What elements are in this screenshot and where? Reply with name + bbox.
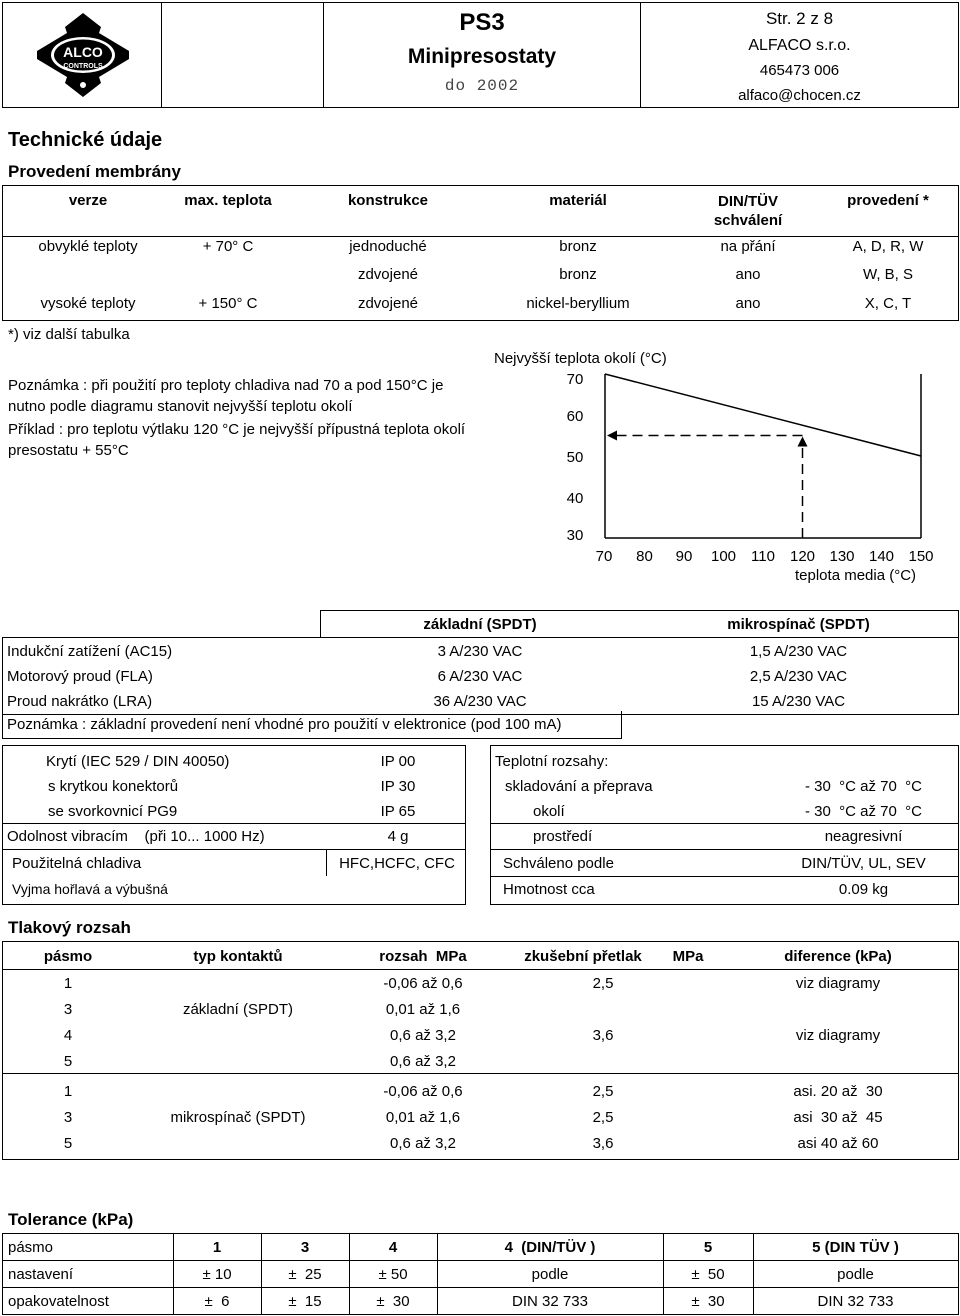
cell: DIN 32 733	[817, 1293, 894, 1310]
cell: 2,5	[592, 1109, 614, 1126]
cell: asi. 20 až 30	[793, 1083, 883, 1100]
cell: okolí	[533, 803, 565, 820]
x-tick-label: 120	[789, 548, 816, 565]
cell: -0,06 až 0,6	[383, 975, 463, 992]
x-tick-label: 100	[710, 548, 737, 565]
range-cell: 5	[63, 1053, 73, 1070]
x-tick-label: 140	[868, 548, 895, 565]
cell: ± 15	[288, 1293, 322, 1310]
membrane-table	[2, 185, 959, 321]
cell: IP 30	[380, 778, 416, 795]
tolerance-title: Tolerance (kPa)	[8, 1210, 134, 1229]
col-header: MPa	[672, 948, 704, 965]
product-title: Minipresostaty	[407, 45, 557, 68]
col-header: zkušební přetlak	[524, 948, 642, 965]
pressure-title: Tlakový rozsah	[8, 918, 131, 937]
row-label: Motorový proud (FLA)	[7, 668, 153, 685]
cell: vysoké teploty	[40, 295, 136, 312]
row-label: Indukční zatížení (AC15)	[7, 643, 173, 660]
row-label: nastavení	[8, 1266, 74, 1283]
cell: 1,5 A/230 VAC	[749, 643, 848, 660]
cell: ± 10	[202, 1266, 232, 1283]
col-header: typ kontaktů	[193, 948, 283, 965]
protection-table	[2, 745, 466, 905]
alco-logo	[29, 11, 137, 99]
cell: 1	[212, 1239, 222, 1256]
range-cell: 3	[63, 1001, 73, 1018]
cell: se svorkovnicí PG9	[48, 803, 178, 820]
cell: Krytí (IEC 529 / DIN 40050)	[46, 753, 230, 770]
y-tick-label: 50	[566, 449, 584, 466]
cell: viz diagramy	[795, 975, 881, 992]
ratings-table	[2, 610, 957, 714]
col-header: konstrukce	[347, 192, 429, 209]
cell: 4	[388, 1239, 398, 1256]
cell: 0,6 až 3,2	[390, 1053, 456, 1070]
cell: ± 6	[204, 1293, 230, 1310]
cell: Vyjma hořlavá a výbušná	[12, 881, 168, 897]
cell: prostředí	[533, 828, 593, 845]
max-ambient-line	[605, 374, 921, 456]
cell: W, B, S	[862, 266, 913, 283]
arrow-left-icon	[607, 431, 617, 441]
col-header: mikrospínač (SPDT)	[727, 616, 870, 633]
y-tick-label: 30	[566, 527, 584, 544]
cell: A, D, R, W	[852, 238, 924, 255]
cell: Použitelná chladiva	[12, 855, 142, 872]
col-header: pásmo	[43, 948, 93, 965]
cell: ano	[735, 295, 761, 312]
footnote: *) viz další tabulka	[8, 326, 130, 343]
col-header: diference (kPa)	[784, 948, 892, 965]
col-header: max. teplota	[184, 192, 272, 209]
cell: jednoduché	[349, 238, 427, 255]
col-header: rozsah MPa	[379, 948, 467, 965]
cell: + 70° C	[202, 238, 254, 255]
cell: 2,5	[592, 1083, 614, 1100]
col-header: provedení *	[847, 192, 929, 209]
cell: asi 30 až 45	[793, 1109, 883, 1126]
cell: IP 00	[380, 753, 416, 770]
range-cell: 4	[63, 1027, 73, 1044]
temps-title: Teplotní rozsahy:	[495, 753, 609, 770]
cell: 2,5	[592, 975, 614, 992]
cell: 0.09 kg	[838, 881, 889, 898]
pressure-table	[2, 941, 959, 1160]
since-label: do 2002	[444, 77, 520, 95]
cell: 4 (DIN/TÜV )	[504, 1239, 596, 1256]
cell: DIN/TÜV, UL, SEV	[801, 855, 926, 872]
cell: neagresivní	[824, 828, 903, 845]
email-address: alfaco@chocen.cz	[738, 87, 861, 104]
cell: Schváleno podle	[503, 855, 614, 872]
x-tick-label: 80	[636, 548, 653, 565]
col-header: verze	[68, 192, 108, 209]
cell: 3 A/230 VAC	[437, 643, 523, 660]
range-cell: 1	[63, 1083, 73, 1100]
phone-number: 465473 006	[759, 62, 840, 79]
cell: s krytkou konektorů	[48, 778, 179, 795]
cell: + 150° C	[198, 295, 258, 312]
cell: ano	[735, 266, 761, 283]
cell: 15 A/230 VAC	[751, 693, 846, 710]
cell: na přání	[720, 238, 776, 255]
cell: ± 30	[376, 1293, 410, 1310]
chart-xlabel: teplota media (°C)	[795, 567, 917, 584]
cell: nickel-beryllium	[526, 295, 630, 312]
cell: podle	[531, 1266, 569, 1283]
range-cell: 5	[63, 1135, 73, 1152]
cell: 2,5 A/230 VAC	[749, 668, 848, 685]
cell: 6 A/230 VAC	[437, 668, 523, 685]
cell: Odolnost vibracím (při 10... 1000 Hz)	[7, 828, 265, 845]
cell: 5 (DIN TÜV )	[812, 1239, 899, 1256]
cell: podle	[837, 1266, 874, 1283]
cell: 0,01 až 1,6	[385, 1001, 461, 1018]
col-header: základní (SPDT)	[423, 616, 537, 633]
cell: 4 g	[387, 828, 409, 845]
cell: Hmotnost cca	[503, 881, 595, 898]
section-title: Technické údaje	[8, 129, 163, 151]
range-cell: 3	[63, 1109, 73, 1126]
cell: HFC,HCFC, CFC	[339, 855, 455, 872]
ambient-temperature-chart	[550, 370, 950, 570]
cell: ± 50	[378, 1266, 408, 1283]
cell: základní (SPDT)	[182, 1001, 294, 1018]
x-tick-label: 130	[829, 548, 855, 565]
x-tick-label: 150	[908, 548, 934, 565]
cell: - 30 °C až 70 °C	[804, 778, 923, 795]
cell: bronz	[559, 238, 597, 255]
cell: IP 65	[380, 803, 416, 820]
cell: 0,01 až 1,6	[385, 1109, 461, 1126]
cell: obvyklé teploty	[38, 238, 138, 255]
cell: ± 50	[691, 1266, 725, 1283]
temperature-table	[490, 745, 959, 905]
cell: ± 30	[691, 1293, 725, 1310]
tolerance-table	[2, 1233, 959, 1315]
x-tick-label: 90	[675, 548, 693, 565]
ratings-note: Poznámka : základní provedení není vhodné pro použití v elektronice (pod 100 mA)	[7, 716, 562, 733]
range-cell: 1	[63, 975, 73, 992]
row-label: opakovatelnost	[8, 1293, 109, 1310]
svg-text:CONTROLS: CONTROLS	[63, 63, 103, 70]
cell: 0,6 až 3,2	[390, 1027, 456, 1044]
cell: - 30 °C až 70 °C	[804, 803, 923, 820]
cell: 0,6 až 3,2	[390, 1135, 456, 1152]
cell: asi 40 až 60	[797, 1135, 879, 1152]
cell: 36 A/230 VAC	[433, 693, 527, 710]
svg-text:ALCO: ALCO	[63, 44, 103, 60]
cell: bronz	[559, 266, 597, 283]
page-number: Str. 2 z 8	[765, 9, 834, 28]
cell: 5	[703, 1239, 713, 1256]
arrow-up-icon	[798, 437, 808, 447]
col-header: materiál	[549, 192, 607, 209]
row-label: pásmo	[8, 1239, 54, 1256]
membrane-title: Provedení membrány	[8, 162, 181, 181]
cell: zdvojené	[357, 295, 419, 312]
cell: 3	[300, 1239, 310, 1256]
cell: 3,6	[592, 1027, 614, 1044]
col-header: DIN/TÜV schválení	[713, 193, 783, 229]
cell: 3,6	[592, 1135, 614, 1152]
company-name: ALFACO s.r.o.	[748, 37, 851, 54]
cell: zdvojené	[357, 266, 419, 283]
cell: X, C, T	[864, 295, 912, 312]
x-tick-label: 110	[751, 548, 775, 565]
cell: DIN 32 733	[512, 1293, 588, 1310]
model-title: PS3	[459, 9, 505, 36]
chart-ylabel: Nejvyšší teplota okolí (°C)	[494, 350, 667, 367]
note-text: Poznámka : při použití pro teploty chladiva nad 70 a pod 150°C je nutno podle diagramu stanovit nejvyšší teplotu okolí	[8, 377, 444, 415]
cell: ± 25	[288, 1266, 322, 1283]
x-tick-label: 70	[595, 548, 613, 565]
cell: skladování a přeprava	[505, 778, 653, 795]
page-header	[2, 2, 959, 108]
example-text: Příklad : pro teplotu výtlaku 120 °C je nejvyšší přípustná teplota okolí presostatu + 55°C	[8, 421, 466, 459]
cell: viz diagramy	[795, 1027, 881, 1044]
cell: -0,06 až 0,6	[383, 1083, 463, 1100]
cell: mikrospínač (SPDT)	[170, 1109, 306, 1126]
y-tick-label: 70	[566, 371, 584, 388]
row-label: Proud nakrátko (LRA)	[7, 693, 153, 710]
y-tick-label: 60	[566, 408, 584, 425]
y-tick-label: 40	[566, 490, 584, 507]
